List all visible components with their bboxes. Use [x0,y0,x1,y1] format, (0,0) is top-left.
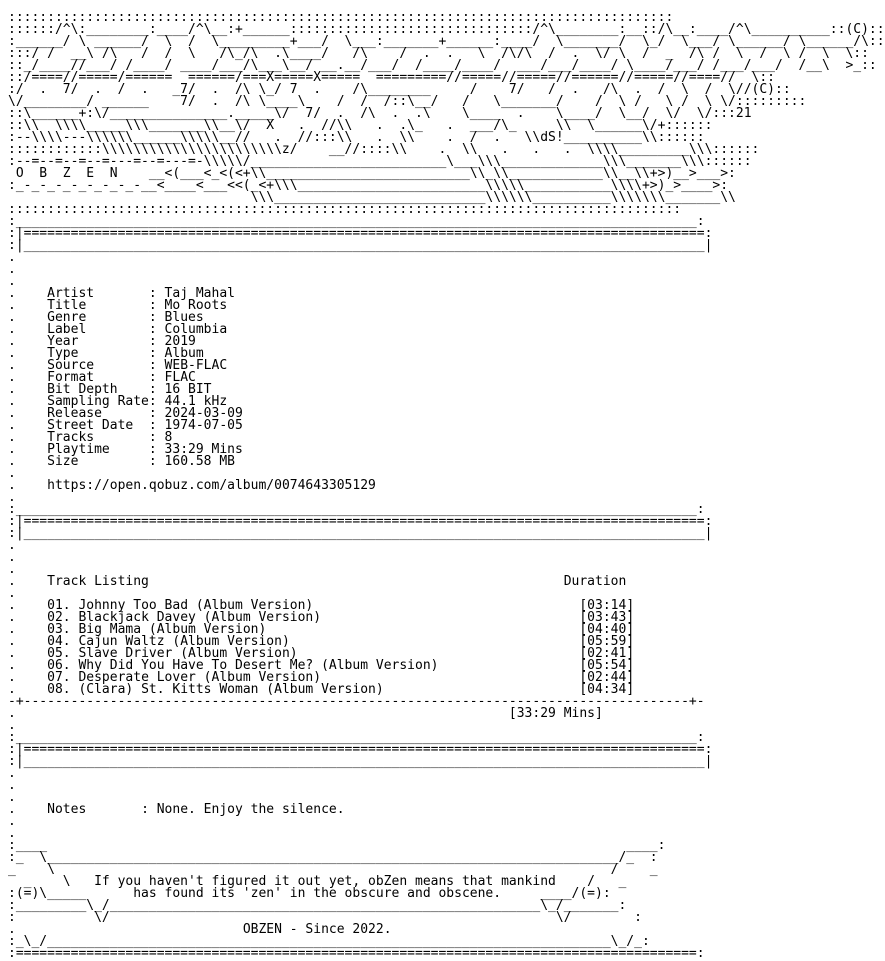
track-number: 08. [47,682,79,697]
nfo-text [8,10,885,961]
quote-line-2: has found its 'zen' in the obscure and obscene. [133,886,502,901]
info-value: 2019 [164,334,196,349]
track-number: 07. [47,670,79,685]
track-row: . 03. Big Mama (Album Version) [04:40] [8,622,635,637]
footer-section: . OBZEN - Since 2022. :_\_/________________________________________________________________________\_/_: :=======================================================================================: [8,922,705,961]
track-title: Slave Driver (Album Version) [78,646,580,661]
quote-line-1: If you haven't figured it out yet, obZen means that mankind [94,874,556,889]
track-listing-heading: Track Listing [47,574,564,589]
info-value: Album [164,346,204,361]
track-number: 04. [47,634,79,649]
track-listing: . . . . Track Listing Duration . . 01. Johnny Too Bad (Album Version) [03:14] . 02. Blackjack Davey (Album Version) [03:43] . 03. Big Mama (Album Version) [04:40] . 04. Cajun Waltz (Album Version) [05:59] . 05. Slave Driver (Album Version) [02:41] . 06. Why Did You Have To Desert Me? (Album Version) [05:54] . 07. Desperate Lover (Album Version) [02:44] . 08. (Clara) St. Kitts Woman (Album Version) [04:34] -+-------------------------------------------------------------------------------------+- . [33:29 Mins] . [8,538,705,733]
info-value: WEB-FLAC [164,358,228,373]
info-key: Artist [47,286,149,301]
track-row: . 08. (Clara) St. Kitts Woman (Album Version) [04:34] [8,682,635,697]
track-duration: [02:41] [579,646,635,661]
track-title: (Clara) St. Kitts Woman (Album Version) [78,682,580,697]
banner-art: ::::::::::::::::::::::::::::::::::::::::::::::::::::::::::::::::::::::::::::::::::::: ::::::/^\:________:____/^\__:+______:::::::::::::::::::::::::::::::/^\________:__::/\__:____/^\__________::(C):: :______/ \ ______/ \ / \_________+___/ \___:_______+______:____/ \_______/ \_/ \___/ \______/ \______/\:: :::/ / __\ /\ / / \ /\_/\ .\____/ /\ / . . \ /\/\ / . \/ \ / _ /\ / \ / \ / \ \:: ::_/____//___/ /____/ ____/___/\___\__/ __.__/___/ /____/____/ ___/___/____/ \____/___/ /___/___/ /__\ >_:: ::/====//=====/====== ======/===X=====X===== =========//=====//=====//======//=====//====// \:: :/ . 7/ . / . _7/ . /\ \_/ 7 . /\________ / 7/ / . /\ . / \ / \//(C):: \/________/ ______ 7/ . /\ \____\ / / /::\__/ / \_______/ / \ / \ / \ \/::::::::: ::\______+:\/_______________._____\/ 7/ . /\ . .\ \____ . \____/ \__/ \/ \/:::21 ::\\ \\\\_____\\\_______\\__\/ X . //\\ . .\_ . ___/\_ \\ \______\/+:::::: :--\\\\---\\\\\\______\\\\\__// . //:::\\ . \\ . / . \\dS!__________\\:::::: ::::::::::::\\\\\\\\\\\\\\\\\\\\\\\z/ __//::::\\ . \\ . . . \\\\_________\\\:::::: :--=--=--=--=---=--=---=-\\\\\/_________________________\___\\\_____________\\\_______\\\:::::: [8,10,885,169]
info-key: Playtime [47,442,149,457]
album-url: https://open.qobuz.com/album/0074643305129 [47,478,376,493]
info-key: Street Date [47,418,149,433]
track-row: . 07. Desperate Lover (Album Version) [02:44] [8,670,635,685]
track-duration: [03:14] [579,598,635,613]
track-row: . 01. Johnny Too Bad (Album Version) [03:14] [8,598,635,613]
track-title: Cajun Waltz (Album Version) [78,634,580,649]
notes-section: . . . . Notes : None. Enjoy the silence. . . [8,766,345,841]
track-duration: [05:54] [579,658,635,673]
info-key: Label [47,322,149,337]
track-row: . 02. Blackjack Davey (Album Version) [03:43] [8,610,635,625]
info-value: 1974-07-05 [164,418,243,433]
info-key: Size [47,454,149,469]
track-number: 05. [47,646,79,661]
notes-label: Notes [47,802,142,817]
info-value: Blues [164,310,204,325]
track-duration: [03:43] [579,610,635,625]
info-key: Year [47,334,149,349]
info-value: FLAC [164,370,196,385]
info-block: . . . Artist : Taj Mahal . Title : Mo Roots . Genre : Blues . Label : Columbia . Year : 2019 . Type : Album . Source : WEB-FLAC . Format : FLAC . Bit Depth : 16 BIT . Sampling Rate: 44.1 kHz . Release : 2024-03-09 . Street Date : 1974-07-05 . Tracks : 8 . Playtime : 33:29 Mins . Size : 160.58 MB . . https://open.qobuz.com/album/0074643305129 . [8,262,376,505]
obzen-logo-row: O B Z E N __<(___<_<(<+\\__________________________\\_\\____________\\__\\+>)__>___>: :_-_-_-_-_-_-_-_-__<____<___<<(_<+\\\________________________\\\\\___________\\\\+>)_>____>: \\\___________________________\\\\\\__________\\\\\\\_______\\ [8,166,736,205]
info-value: 8 [164,430,173,445]
section-divider: :_______________________________________________________________________________________: :|=======================================================================================: :|_______________________________________________________________________________________| [8,730,713,769]
total-duration: [33:29 Mins] [508,706,603,721]
track-duration: [04:34] [579,682,635,697]
track-row: . 05. Slave Driver (Album Version) [02:41] [8,646,635,661]
info-value: 16 BIT [164,382,212,397]
track-duration: [05:59] [579,634,635,649]
duration-heading: Duration [563,574,627,589]
track-row: . 04. Cajun Waltz (Album Version) [05:59] [8,634,635,649]
track-duration: [04:40] [579,622,635,637]
info-key: Genre [47,310,149,325]
info-value: Mo Roots [164,298,228,313]
notes-text: None. Enjoy the silence. [156,802,345,817]
track-title: Big Mama (Album Version) [78,622,580,637]
info-key: Sampling Rate [47,394,149,409]
info-key: Title [47,298,149,313]
quote-section: :____ ____: :_ \_________________________________________________________________________/_ : _ \ / _ _ \ If you haven't figured it out yet, obZen means that mankind / _ :(=)\_____ has found its 'zen' in the obscure and obscene. ____/(=): :_________\_/_______________________________________________________\_/_______: : \/ \/ : [8,838,666,925]
track-number: 06. [47,658,79,673]
track-number: 01. [47,598,79,613]
nfo-document [8,10,885,961]
info-value: 44.1 kHz [164,394,228,409]
info-value: 160.58 MB [164,454,235,469]
track-row: . 06. Why Did You Have To Desert Me? (Album Version) [05:54] [8,658,635,673]
track-title: Desperate Lover (Album Version) [78,670,580,685]
info-key: Bit Depth [47,382,149,397]
track-number: 03. [47,622,79,637]
track-title: Blackjack Davey (Album Version) [78,610,580,625]
footer-text: OBZEN - Since 2022. [242,922,392,937]
track-title: Johnny Too Bad (Album Version) [78,598,580,613]
section-divider: :_______________________________________________________________________________________: :|=======================================================================================: :|_______________________________________________________________________________________| [8,502,713,541]
info-value: 33:29 Mins [164,442,243,457]
info-value: 2024-03-09 [164,406,243,421]
track-duration: [02:44] [579,670,635,685]
info-key: Type [47,346,149,361]
info-key: Release [47,406,149,421]
track-title: Why Did You Have To Desert Me? (Album Version) [78,658,580,673]
info-key: Format [47,370,149,385]
info-value: Taj Mahal [164,286,235,301]
top-divider: :::::::::::::::::::::::::::::::::::::::::::::::::::::::::::::::::::::::::::::::::::::: :_______________________________________________________________________________________: :|=======================================================================================: :|_______________________________________________________________________________________| . [8,202,713,265]
track-number: 02. [47,610,79,625]
info-key: Source [47,358,149,373]
info-key: Tracks [47,430,149,445]
info-value: Columbia [164,322,228,337]
